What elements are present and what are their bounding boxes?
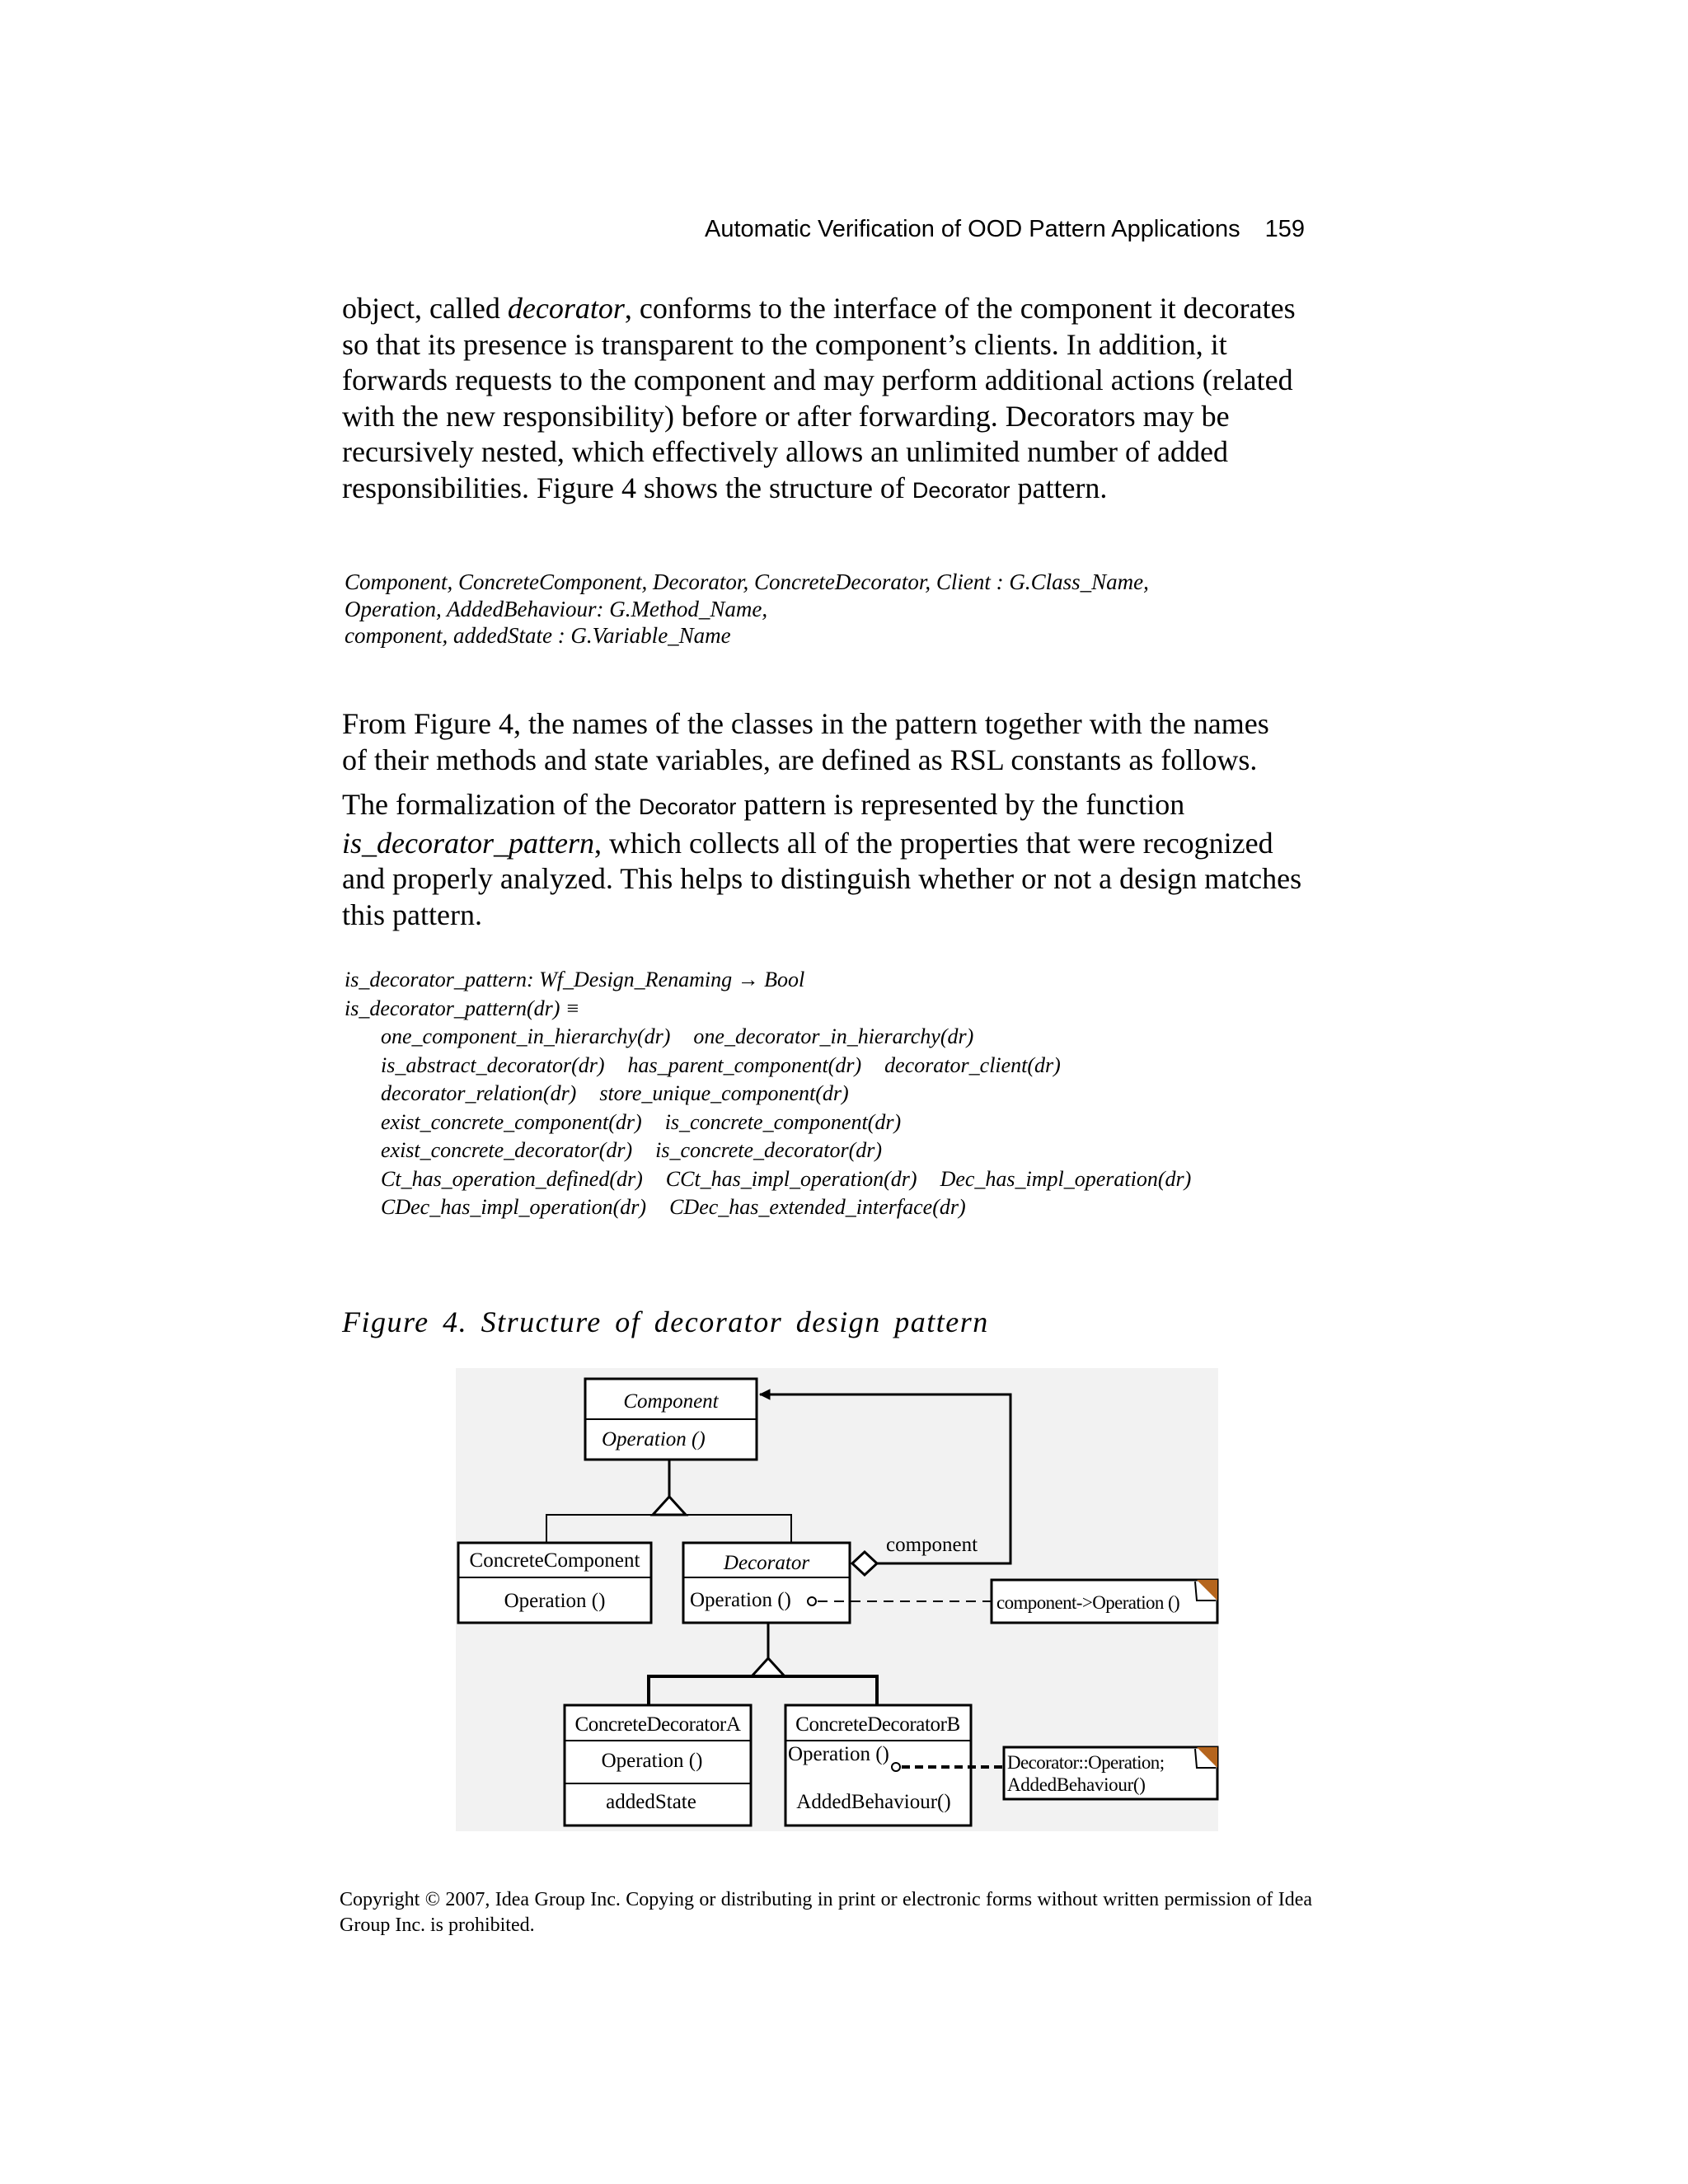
function-definition: is_decorator_pattern(dr) ≡ bbox=[345, 996, 580, 1020]
function-signature: is_decorator_pattern: Wf_Design_Renaming → Bool bbox=[345, 968, 805, 991]
class-name: ConcreteDecoratorB bbox=[795, 1713, 960, 1736]
code-line: Operation, AddedBehaviour: G.Method_Name, bbox=[345, 596, 768, 621]
note-decorator-operation bbox=[992, 1580, 1217, 1623]
note-concrete-b-operation bbox=[1004, 1747, 1217, 1799]
page-number: 159 bbox=[1264, 216, 1305, 242]
text-line: object, called decorator, conforms to the interface of the component it decorates bbox=[342, 292, 1296, 325]
text-line: responsibilities. Figure 4 shows the structure of Decorator pattern. bbox=[342, 471, 1108, 504]
text-line: with the new responsibility) before or after forwarding. Decorators may be bbox=[342, 399, 1230, 433]
class-operation: Operation () bbox=[602, 1428, 706, 1451]
clause-line: decorator_relation(dr) store_unique_component(dr) bbox=[381, 1081, 849, 1105]
note-text: component->Operation () bbox=[996, 1592, 1180, 1613]
clause-line: CDec_has_impl_operation(dr) CDec_has_extended_interface(dr) bbox=[381, 1195, 966, 1219]
association-label: component bbox=[886, 1534, 978, 1556]
class-operation: Operation () bbox=[788, 1743, 889, 1765]
clause-line: Ct_has_operation_defined(dr) CCt_has_impl_operation(dr) Dec_has_impl_operation(dr) bbox=[381, 1166, 1192, 1191]
inheritance-decorator bbox=[649, 1623, 877, 1705]
class-decorator bbox=[683, 1543, 850, 1623]
class-attribute: addedState bbox=[606, 1791, 696, 1813]
class-operation: Operation () bbox=[690, 1589, 791, 1611]
text-line: recursively nested, which effectively allows an unlimited number of added bbox=[342, 435, 1228, 468]
note-text: Decorator::Operation; bbox=[1007, 1752, 1165, 1773]
note-text: AddedBehaviour() bbox=[1007, 1774, 1146, 1795]
code-line: component, addedState : G.Variable_Name bbox=[345, 623, 731, 648]
class-operation: Operation () bbox=[504, 1590, 606, 1612]
inheritance-component bbox=[546, 1460, 791, 1543]
text-line: so that its presence is transparent to the component’s clients. In addition, it bbox=[342, 327, 1227, 361]
class-component bbox=[585, 1379, 757, 1460]
text-line: is_decorator_pattern, which collects all of the properties that were recognized bbox=[342, 826, 1273, 860]
text-line: this pattern. bbox=[342, 898, 482, 931]
class-name: Decorator bbox=[723, 1552, 810, 1574]
text-line: The formalization of the Decorator pattern is represented by the function bbox=[342, 788, 1185, 821]
copyright-notice: Copyright © 2007, Idea Group Inc. Copying or distributing in print or electronic forms without written permission of Idea Group Inc. is prohibited. bbox=[340, 1889, 1312, 1936]
class-operation: AddedBehaviour() bbox=[796, 1791, 951, 1813]
class-concrete-decorator-a bbox=[565, 1705, 751, 1825]
class-operation: Operation () bbox=[601, 1750, 703, 1772]
class-concrete-component bbox=[458, 1543, 651, 1623]
clause-line: one_component_in_hierarchy(dr) one_decorator_in_hierarchy(dr) bbox=[381, 1024, 974, 1048]
clause-line: exist_concrete_component(dr) is_concrete_component(dr) bbox=[381, 1109, 902, 1134]
clause-line: is_abstract_decorator(dr) has_parent_component(dr) decorator_client(dr) bbox=[381, 1052, 1061, 1077]
code-line: Component, ConcreteComponent, Decorator, ConcreteDecorator, Client : G.Class_Name, bbox=[345, 569, 1149, 594]
text-line: forwards requests to the component and may perform additional actions (related bbox=[342, 363, 1293, 396]
clause-line: exist_concrete_decorator(dr) is_concrete_decorator(dr) bbox=[381, 1138, 883, 1162]
figure-caption: Figure 4. Structure of decorator design pattern bbox=[342, 1305, 989, 1338]
text-line: of their methods and state variables, are defined as RSL constants as follows. bbox=[342, 743, 1258, 776]
class-name: ConcreteComponent bbox=[469, 1549, 640, 1572]
class-name: Component bbox=[623, 1390, 719, 1413]
text-line: and properly analyzed. This helps to distinguish whether or not a design matches bbox=[342, 862, 1302, 895]
class-name: ConcreteDecoratorA bbox=[574, 1713, 741, 1736]
text-line: From Figure 4, the names of the classes in the pattern together with the names bbox=[342, 707, 1269, 740]
running-title: Automatic Verification of OOD Pattern Applications bbox=[705, 216, 1240, 242]
